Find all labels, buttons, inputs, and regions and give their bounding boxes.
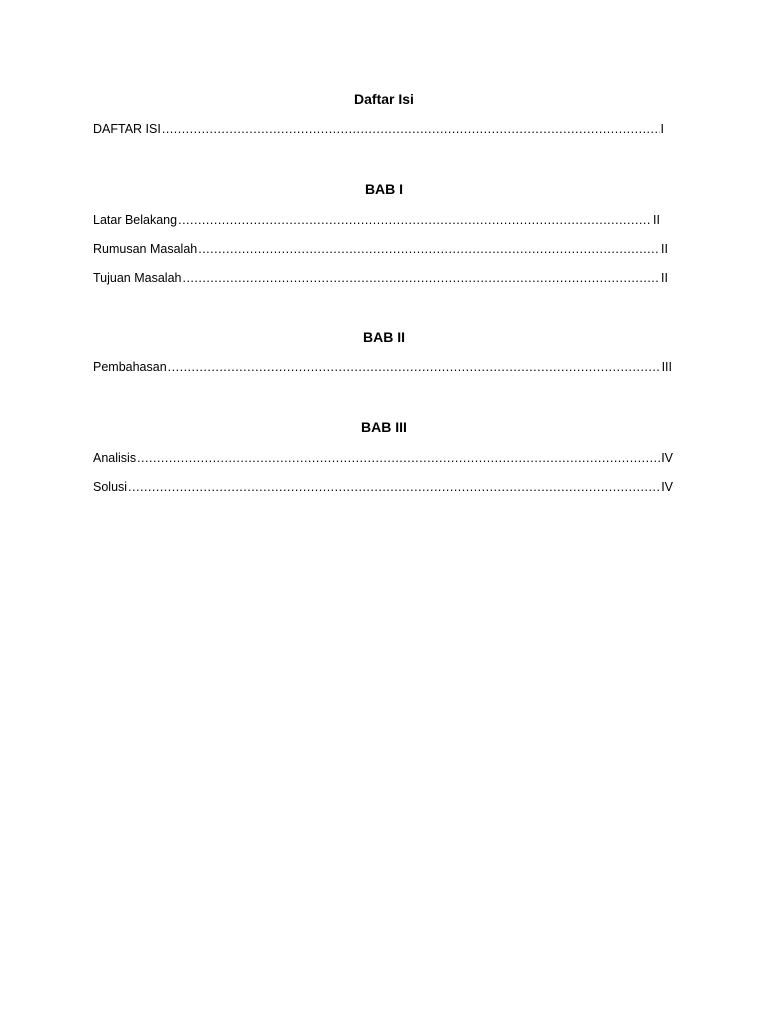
dot-leader: [198, 241, 660, 257]
toc-entry-page: II: [661, 242, 668, 256]
toc-entry-label: Rumusan Masalah: [93, 242, 198, 256]
toc-entry-label: Analisis: [93, 451, 137, 465]
toc-entry-page: II: [653, 213, 660, 227]
toc-entry-page: II: [661, 271, 668, 285]
toc-entry-label: DAFTAR ISI: [93, 122, 161, 136]
dot-leader: [128, 479, 660, 495]
toc-entry-label: Latar Belakang: [93, 213, 178, 227]
toc-entry-solusi[interactable]: [93, 479, 673, 495]
toc-entry-rumusan-masalah[interactable]: [93, 241, 668, 257]
toc-entry-page: IV: [661, 480, 673, 494]
section-heading-bab-2: BAB II: [363, 329, 405, 345]
dot-leader: [182, 270, 660, 286]
toc-entry-label: Tujuan Masalah: [93, 271, 182, 285]
dot-leader: [162, 121, 660, 137]
dot-leader: [178, 212, 652, 228]
toc-entry-pembahasan[interactable]: [93, 359, 672, 375]
toc-entry-tujuan-masalah[interactable]: [93, 270, 668, 286]
dot-leader: [168, 359, 661, 375]
toc-entry-page: I: [660, 122, 664, 136]
toc-entry-label: Pembahasan: [93, 360, 167, 374]
section-heading-bab-3: BAB III: [361, 419, 407, 435]
toc-entry-page: III: [661, 360, 672, 374]
toc-entry-analisis[interactable]: [93, 450, 673, 466]
dot-leader: [137, 450, 660, 466]
toc-entry-page: IV: [661, 451, 673, 465]
toc-entry-latar-belakang[interactable]: [93, 212, 660, 228]
toc-title: Daftar Isi: [354, 91, 414, 107]
section-heading-bab-1: BAB I: [364, 181, 404, 197]
toc-entry-label: Solusi: [93, 480, 128, 494]
toc-entry-daftar-isi[interactable]: [93, 121, 664, 137]
